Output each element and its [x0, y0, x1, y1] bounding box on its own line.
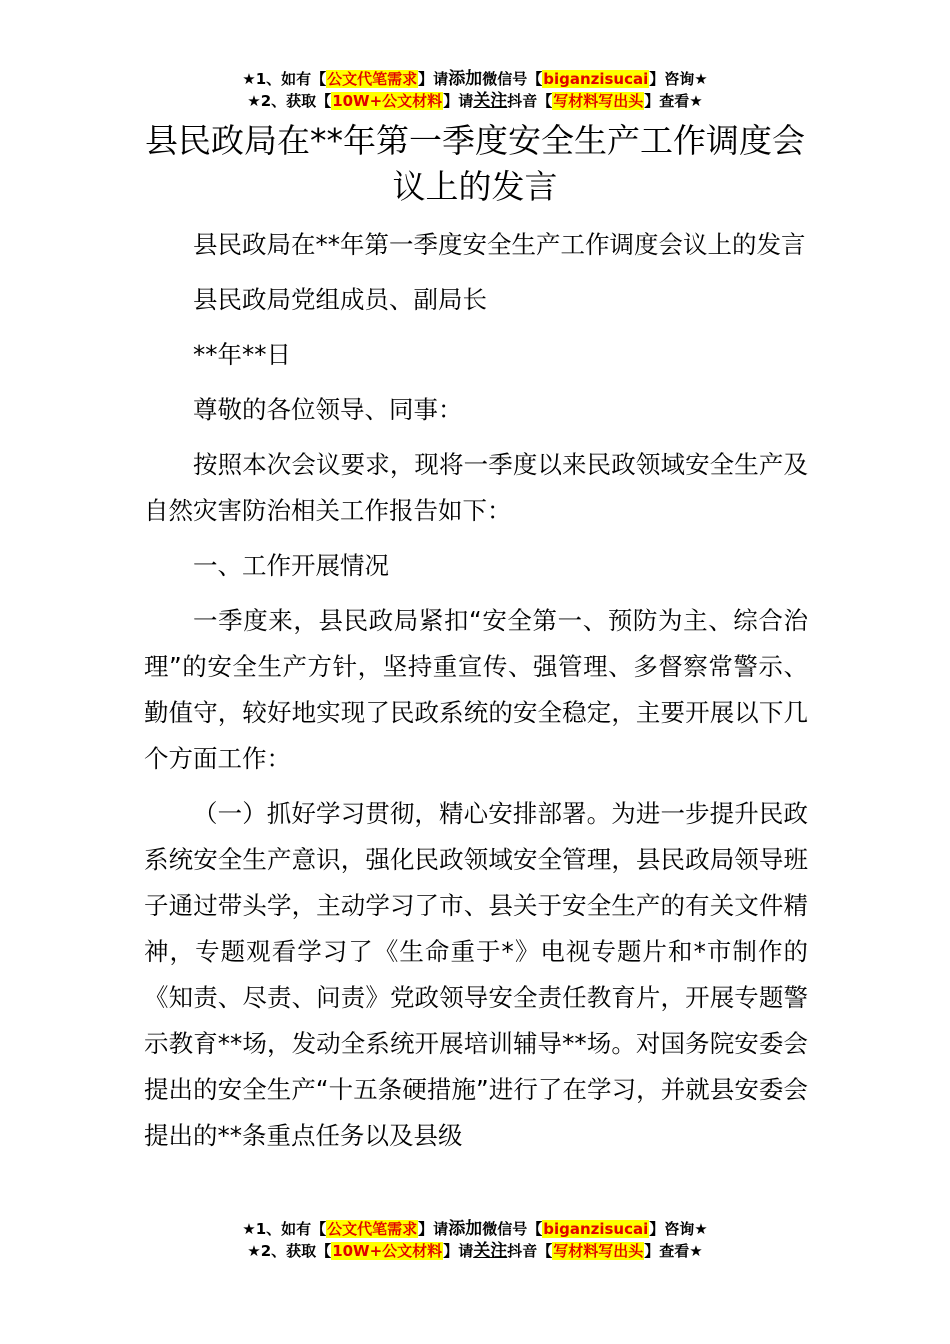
paragraph: 尊敬的各位领导、同事：	[193, 395, 463, 424]
banner-text: 】请	[443, 92, 474, 110]
banner-text: ★2、获取【	[247, 1242, 332, 1260]
banner-highlight: 公文代笔需求	[327, 1220, 418, 1238]
banner-line-1	[0, 1218, 950, 1240]
banner-highlight: 10W+公文材料	[332, 1242, 443, 1260]
banner-highlight: 公文代笔需求	[327, 70, 418, 88]
banner-highlight: 写材料写出头	[553, 92, 644, 110]
top-banner	[0, 68, 950, 112]
paragraph: 按照本次会议要求，现将一季度以来民政领域安全生产及自然灾害防治相关工作报告如下：	[144, 450, 808, 525]
banner-text: ★1、如有【	[242, 1220, 327, 1238]
paragraph: 一季度来，县民政局紧扣“安全第一、预防为主、综合治理”的安全生产方针，坚持重宣传、强管理、多督察常警示、勤值守，较好地实现了民政系统的安全稳定，主要开展以下几个方面工作：	[144, 606, 808, 773]
banner-text: 】请	[418, 1220, 449, 1238]
bottom-banner	[0, 1218, 950, 1262]
banner-line-2	[0, 90, 950, 112]
paragraph: 县民政局党组成员、副局长	[193, 285, 487, 314]
banner-highlight: 10W+公文材料	[332, 92, 443, 110]
banner-text: 抖音【	[507, 1242, 553, 1260]
paragraph: 县民政局在**年第一季度安全生产工作调度会议上的发言	[193, 230, 806, 259]
banner-highlight: 写材料写出头	[553, 1242, 644, 1260]
banner-text: 】请	[443, 1242, 474, 1260]
banner-text: ★2、获取【	[247, 92, 332, 110]
banner-highlight: biganzisucai	[543, 1220, 649, 1238]
banner-emphasis: 添加	[448, 1219, 483, 1239]
banner-text: 】查看★	[644, 1242, 703, 1260]
banner-text: 】查看★	[644, 92, 703, 110]
banner-emphasis: 关注	[473, 91, 508, 111]
banner-text: 微信号【	[482, 1220, 543, 1238]
section-heading: 一、工作开展情况	[193, 551, 389, 580]
banner-text: 】咨询★	[649, 70, 708, 88]
banner-line-2	[0, 1240, 950, 1262]
banner-text: 】咨询★	[649, 1220, 708, 1238]
banner-emphasis: 关注	[473, 1241, 508, 1261]
banner-text: 】请	[418, 70, 449, 88]
banner-highlight: biganzisucai	[543, 70, 649, 88]
paragraph: （一）抓好学习贯彻，精心安排部署。为进一步提升民政系统安全生产意识，强化民政领域安全管理，县民政局领导班子通过带头学，主动学习了市、县关于安全生产的有关文件精神，专题观看学习了《生命重于*》电视专题片和*市制作的《知责、尽责、问责》党政领导安全责任教育片，开展专题警示教育**场，发动全系统开展培训辅导**场。对国务院安委会提出的安全生产“十五条硬措施”进行了在学习，并就县安委会提出的**条重点任务以及县级	[144, 799, 808, 1150]
banner-emphasis: 添加	[448, 69, 483, 89]
banner-text: 微信号【	[482, 70, 543, 88]
document-body	[144, 222, 808, 1159]
banner-line-1	[0, 68, 950, 90]
banner-text: 抖音【	[507, 92, 553, 110]
document-title: 县民政局在**年第一季度安全生产工作调度会议上的发言	[145, 121, 805, 206]
banner-text: ★1、如有【	[242, 70, 327, 88]
paragraph: **年**日	[193, 340, 291, 369]
